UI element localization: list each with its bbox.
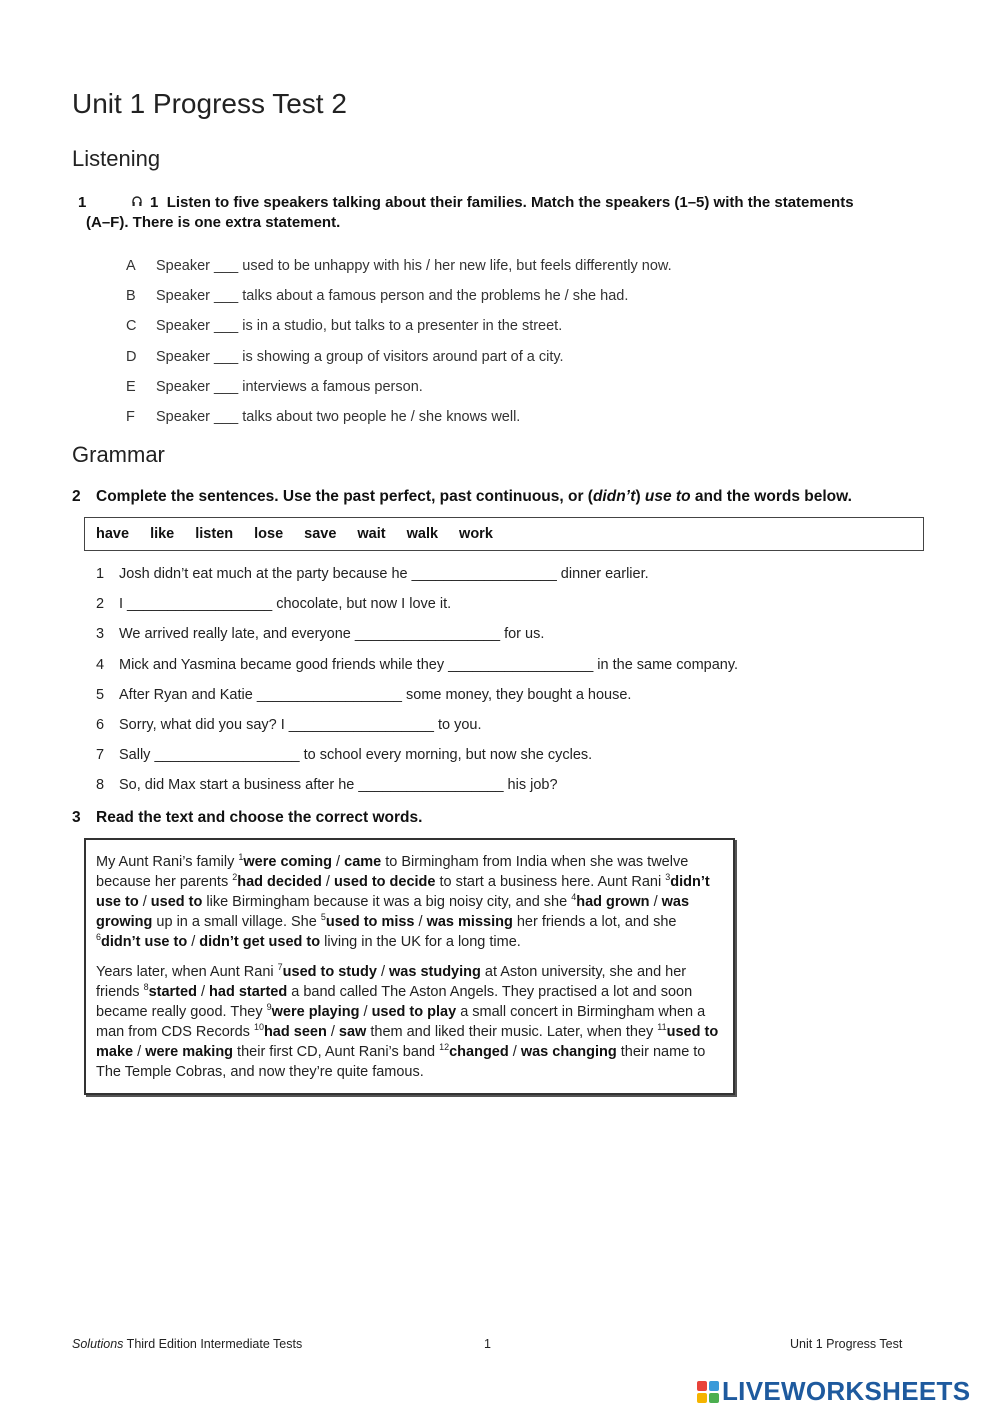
gap-number: 9 xyxy=(266,1002,272,1013)
paragraph-1 xyxy=(96,852,723,952)
instruction-line-1: Listen to five speakers talking about their families. Match the speakers (1–5) with the statements xyxy=(166,194,854,211)
sentence-item xyxy=(96,626,738,656)
answer-option: started xyxy=(148,984,197,1000)
answer-option: had seen xyxy=(263,1024,327,1040)
sentence-text: Sorry, what did you say? I __________________ to you. xyxy=(119,716,482,733)
text-segment: their first CD, Aunt Rani’s band xyxy=(233,1044,440,1060)
statement-item xyxy=(126,318,672,348)
text-segment: like Birmingham because it was a big noisy city, and she xyxy=(202,894,572,910)
sentence-number: 8 xyxy=(96,777,105,794)
sentence-text: Mick and Yasmina became good friends while they __________________ in the same company. xyxy=(119,656,739,673)
answer-option: came xyxy=(344,854,382,870)
word-option: save xyxy=(304,526,337,542)
text-segment: her friends a lot, and she xyxy=(512,914,677,930)
answer-option: had decided xyxy=(237,874,322,890)
text-segment: / xyxy=(133,1044,146,1060)
sentence-number: 1 xyxy=(96,566,105,582)
instruction-italic: use to xyxy=(644,488,691,505)
gap-number: 1 xyxy=(238,852,244,863)
gap-number: 3 xyxy=(665,872,671,883)
logo-square xyxy=(697,1381,707,1391)
question-2-instruction xyxy=(72,488,852,506)
text-segment: a small concert in Birmingham when a man from CDS Records xyxy=(96,1004,706,1040)
statement-letter: C xyxy=(126,318,137,335)
section-heading-listening: Listening xyxy=(72,146,161,171)
text-segment: / xyxy=(414,914,427,930)
answer-option: didn’t use to xyxy=(96,874,710,910)
answer-option: saw xyxy=(338,1024,367,1040)
answer-option: were coming xyxy=(243,854,333,870)
text-segment: their name to The Temple Cobras, and now they’re quite famous. xyxy=(96,1044,706,1080)
instruction-line-2: (A–F). There is one extra statement. xyxy=(86,214,341,231)
page-title: Unit 1 Progress Test 2 xyxy=(72,88,347,119)
answer-option: was growing xyxy=(96,894,690,930)
text-segment: / xyxy=(649,894,662,910)
text-segment: / xyxy=(508,1044,521,1060)
answer-option: used to study xyxy=(282,964,377,980)
question-1-instruction xyxy=(78,193,878,232)
gap-number: 8 xyxy=(143,982,149,993)
statement-letter: F xyxy=(126,408,135,425)
statement-item xyxy=(126,258,672,288)
sentence-number: 7 xyxy=(96,747,105,764)
footer-unit-label: Unit 1 Progress Test xyxy=(790,1337,903,1351)
answer-option: were playing xyxy=(271,1004,360,1020)
gap-number: 10 xyxy=(253,1022,264,1033)
word-box xyxy=(84,517,924,551)
question-3-instruction xyxy=(72,809,422,827)
sentence-number: 3 xyxy=(96,626,105,643)
statement-letter: B xyxy=(126,288,136,305)
sentence-item xyxy=(96,777,738,807)
sentence-item xyxy=(96,717,738,747)
text-segment: / xyxy=(138,894,151,910)
statement-text: Speaker ___ interviews a famous person. xyxy=(156,378,423,395)
gap-number: 6 xyxy=(96,932,102,943)
statement-item xyxy=(126,349,672,379)
answer-option: didn’t use to xyxy=(101,934,188,950)
gap-number: 12 xyxy=(439,1042,450,1053)
answer-option: changed xyxy=(449,1044,509,1060)
sentence-item xyxy=(96,747,738,777)
instruction-italic: didn’t xyxy=(592,488,636,505)
text-segment: Years later, when Aunt Rani xyxy=(96,964,278,980)
answer-option: had grown xyxy=(576,894,650,910)
instruction-text: and the words below. xyxy=(690,488,852,505)
statement-item xyxy=(126,409,672,439)
statement-text: Speaker ___ is in a studio, but talks to a presenter in the street. xyxy=(156,318,563,335)
text-segment: them and liked their music. Later, when they xyxy=(366,1024,658,1040)
footer-book-title xyxy=(72,1337,302,1351)
statement-text: Speaker ___ talks about two people he / she knows well. xyxy=(156,408,521,425)
sentence-item xyxy=(96,657,738,687)
word-option: walk xyxy=(406,526,439,542)
statement-item xyxy=(126,288,672,318)
statement-letter: E xyxy=(126,378,136,395)
question-number: 2 xyxy=(72,488,81,505)
liveworksheets-logo[interactable] xyxy=(697,1376,970,1407)
statement-item xyxy=(126,379,672,409)
gap-number: 5 xyxy=(320,912,326,923)
text-segment: to Birmingham from India when she was twelve because her parents xyxy=(96,854,689,890)
answer-option: used to miss xyxy=(325,914,415,930)
answer-option: didn’t get used to xyxy=(199,934,321,950)
sentence-text: Josh didn’t eat much at the party because he __________________ dinner earlier. xyxy=(119,566,649,582)
instruction-text: Complete the sentences. Use the past perfect, past continuous, or ( xyxy=(96,488,593,505)
gap-number: 11 xyxy=(657,1022,667,1033)
word-option: like xyxy=(150,526,175,542)
logo-square xyxy=(697,1393,707,1403)
answer-option: used to decide xyxy=(333,874,436,890)
text-segment: up in a small village. She xyxy=(152,914,321,930)
word-option: have xyxy=(96,526,130,542)
sentence-item xyxy=(96,566,738,596)
word-option: work xyxy=(459,526,493,542)
logo-square xyxy=(709,1381,719,1391)
answer-option: had started xyxy=(209,984,288,1000)
footer-page-number: 1 xyxy=(484,1337,491,1351)
reading-text-box xyxy=(84,838,735,1095)
footer-book-name: Solutions xyxy=(72,1337,124,1351)
answer-option: was missing xyxy=(426,914,513,930)
sentence-text: So, did Max start a business after he __________________ his job? xyxy=(119,777,558,794)
answer-option: was changing xyxy=(520,1044,617,1060)
sentence-number: 4 xyxy=(96,656,105,673)
word-option: lose xyxy=(254,526,284,542)
footer-book-rest: Third Edition Intermediate Tests xyxy=(123,1337,303,1351)
sentence-number: 2 xyxy=(96,596,105,613)
headphones-icon xyxy=(132,194,146,213)
text-segment: to start a business here. Aunt Rani xyxy=(435,874,666,890)
statement-text: Speaker ___ talks about a famous person and the problems he / she had. xyxy=(156,288,629,305)
word-option: wait xyxy=(357,526,386,542)
statement-text: Speaker ___ used to be unhappy with his / her new life, but feels differently now. xyxy=(156,258,672,274)
sentence-number: 5 xyxy=(96,686,105,703)
question-number: 1 xyxy=(78,194,87,211)
track-number: 1 xyxy=(150,194,159,211)
text-segment: / xyxy=(326,1024,339,1040)
answer-option: used to make xyxy=(96,1024,719,1060)
instruction-text: Read the text and choose the correct words. xyxy=(96,809,423,826)
sentence-item xyxy=(96,687,738,717)
text-segment: / xyxy=(332,854,345,870)
answer-option: used to xyxy=(150,894,203,910)
answer-option: were making xyxy=(145,1044,234,1060)
gap-number: 2 xyxy=(232,872,238,883)
statement-letter: A xyxy=(126,258,136,274)
sentence-text: After Ryan and Katie __________________ some money, they bought a house. xyxy=(119,686,632,703)
sentence-text: Sally __________________ to school every morning, but now she cycles. xyxy=(119,747,593,764)
logo-square xyxy=(709,1393,719,1403)
text-segment: at Aston university, she and her friends xyxy=(96,964,687,1000)
instruction-text: ) xyxy=(635,488,645,505)
sentences-list xyxy=(96,566,738,808)
logo-text: LIVEWORKSHEETS xyxy=(722,1376,971,1406)
answer-option: was studying xyxy=(389,964,481,980)
statement-letter: D xyxy=(126,348,137,365)
text-segment: / xyxy=(196,984,210,1000)
logo-mark-icon xyxy=(697,1381,719,1403)
text-segment: / xyxy=(376,964,390,980)
answer-option: used to play xyxy=(371,1004,457,1020)
statement-text: Speaker ___ is showing a group of visitors around part of a city. xyxy=(156,348,564,365)
paragraph-2 xyxy=(96,962,723,1082)
question-number: 3 xyxy=(72,809,81,826)
gap-number: 4 xyxy=(571,892,577,903)
text-segment: / xyxy=(187,934,200,950)
gap-number: 7 xyxy=(277,962,283,973)
text-segment: a band called The Aston Angels. They practised a lot and soon became really good. They xyxy=(96,984,693,1020)
sentence-text: I __________________ chocolate, but now I love it. xyxy=(119,596,452,613)
sentence-number: 6 xyxy=(96,716,105,733)
text-segment: living in the UK for a long time. xyxy=(320,934,521,950)
text-segment: / xyxy=(359,1004,372,1020)
word-option: listen xyxy=(195,526,234,542)
statements-list xyxy=(126,258,672,439)
text-segment: My Aunt Rani’s family xyxy=(96,854,239,870)
sentence-item xyxy=(96,596,738,626)
section-heading-grammar: Grammar xyxy=(72,442,165,467)
sentence-text: We arrived really late, and everyone __________________ for us. xyxy=(119,626,545,643)
text-segment: / xyxy=(321,874,334,890)
